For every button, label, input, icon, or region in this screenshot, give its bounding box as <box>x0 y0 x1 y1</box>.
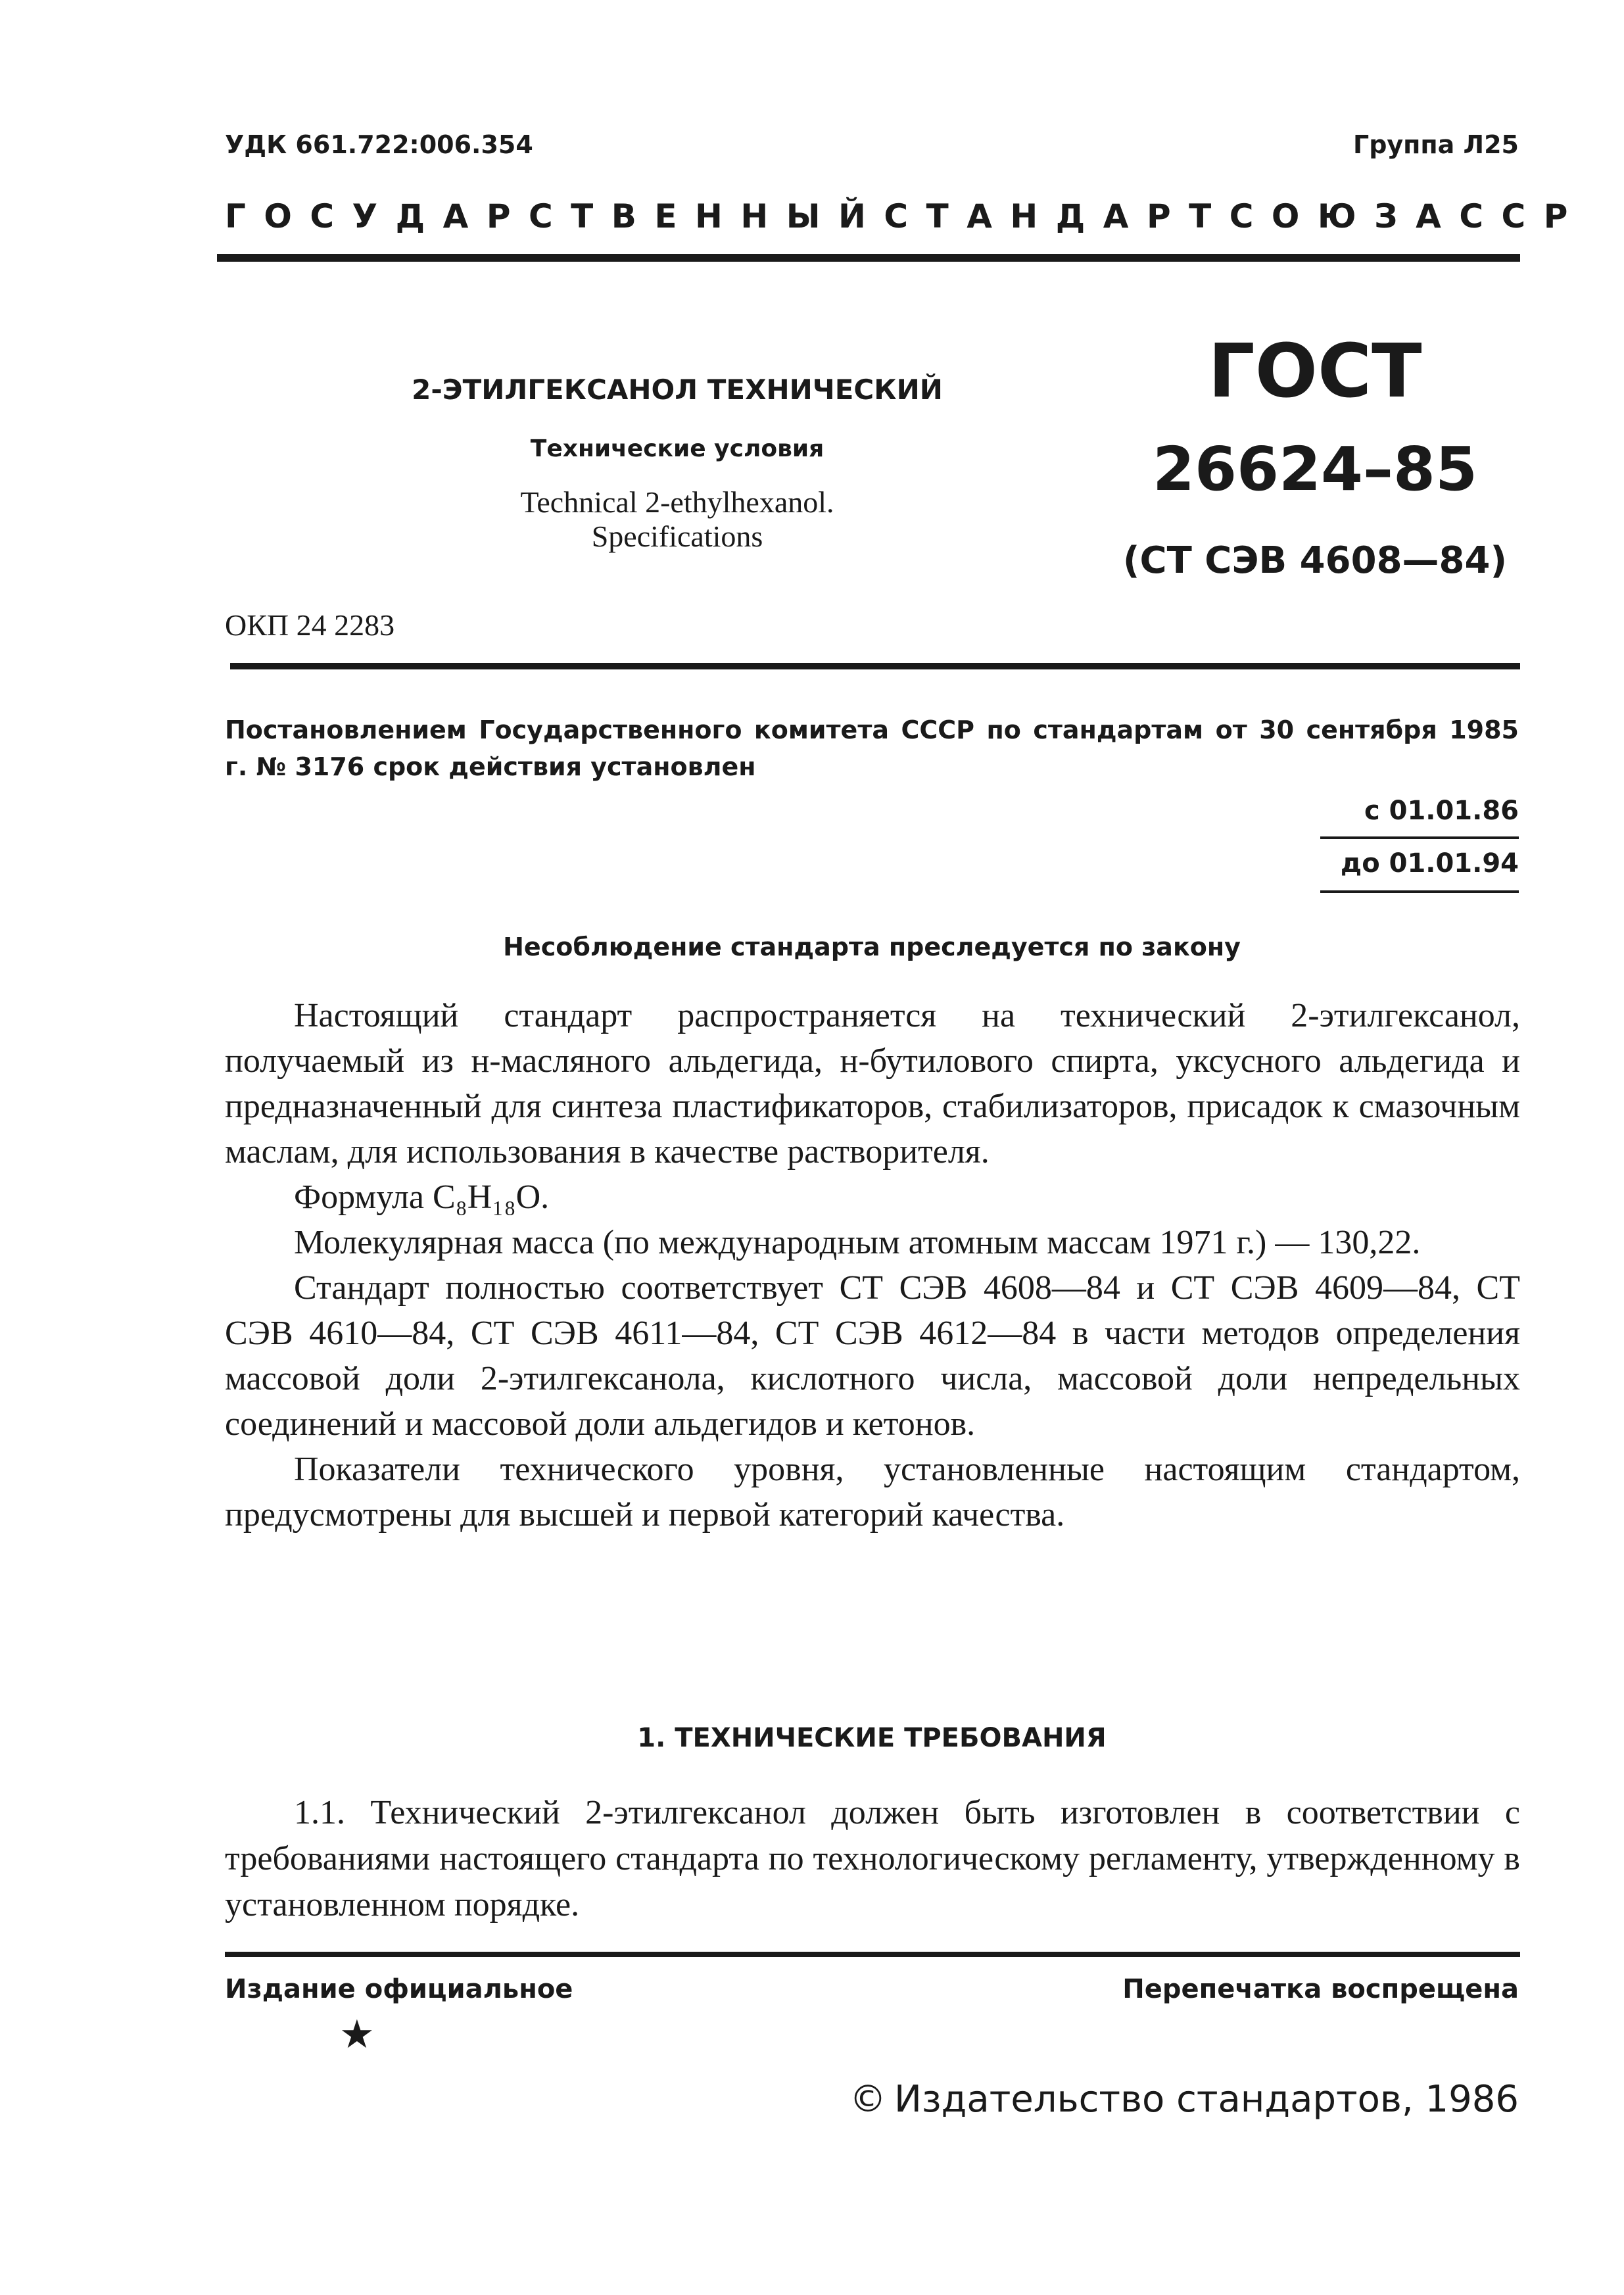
group-code: Группа Л25 <box>1352 130 1519 159</box>
copyright-icon: © <box>849 2078 887 2121</box>
reprint-prohibited-label: Перепечатка воспрещена <box>1122 1974 1519 2004</box>
gost-label: ГОСТ <box>1208 329 1422 414</box>
star-icon: ★ <box>339 2013 375 2056</box>
state-standard-heading <box>225 197 1586 235</box>
okp-code: ОКП 24 2283 <box>225 608 395 642</box>
valid-to-date: до 01.01.94 <box>1340 848 1519 879</box>
publisher-name: Издательство стандартов, 1986 <box>894 2078 1519 2121</box>
valid-from-date: с 01.01.86 <box>1364 796 1519 826</box>
subtitle: Технические условия <box>530 435 824 462</box>
quality-paragraph: Показатели технического уровня, установленные настоящим стандартом, предусмотрены для высшей и первой категорий качества. <box>225 1451 1520 1534</box>
state-title-word-1: СТАНДАРТ <box>884 197 1230 235</box>
state-title-word-3: ССР <box>1459 197 1586 235</box>
title-divider <box>230 663 1520 669</box>
decree-text: Постановлением Государственного комитета СССР по стандартам от 30 сентября 1985 г. № 3176 срок действия установлен <box>225 715 1519 781</box>
body-text <box>225 993 1520 1537</box>
date-underline <box>1320 890 1519 893</box>
legal-warning: Несоблюдение стандарта преследуется по закону <box>503 932 1241 961</box>
section-heading: 1. ТЕХНИЧЕСКИЕ ТРЕБОВАНИЯ <box>637 1723 1107 1753</box>
product-title: 2-ЭТИЛГЕКСАНОЛ ТЕХНИЧЕСКИЙ <box>412 374 943 406</box>
english-title <box>283 485 1072 554</box>
molecular-mass-paragraph: Молекулярная масса (по международным атомным массам 1971 г.) — 130,22. <box>294 1224 1421 1261</box>
cmea-reference: (СТ СЭВ 4608—84) <box>1122 539 1508 582</box>
clause-text <box>225 1790 1520 1928</box>
formula-paragraph: Формула C₈H₁₈O. <box>294 1178 550 1216</box>
udk-code: УДК 661.722:006.354 <box>225 130 533 159</box>
gost-number: 26624–85 <box>1152 434 1478 504</box>
date-divider <box>1320 836 1519 839</box>
state-title-word-2: СОЮЗА <box>1229 197 1460 235</box>
clause-1-1: 1.1. Технический 2-этилгексанол должен быть изготовлен в соответствии с требованиями настоящего стандарта по технологическому регламенту, утвержденному в установленном порядке. <box>225 1794 1520 1923</box>
official-edition-label: Издание официальное <box>225 1974 573 2004</box>
compliance-paragraph: Стандарт полностью соответствует СТ СЭВ 4608—84 и СТ СЭВ 4609—84, СТ СЭВ 4610—84, СТ СЭВ 4611—84, СТ СЭВ 4612—84 в части методов определения массовой доли 2-этилгексанола, кислотного числа, массовой доли непредельных соединений и массовой доли альдегидов и кетонов. <box>225 1269 1520 1443</box>
english-title-line2: Specifications <box>591 519 763 553</box>
english-title-line1: Technical 2-ethylhexanol. <box>520 485 834 519</box>
footer-divider <box>225 1952 1520 1957</box>
scope-paragraph: Настоящий стандарт распространяется на технический 2-этилгексанол, получаемый из н-масляного альдегида, н-бутилового спирта, уксусного альдегида и предназначенный для синтеза пластификаторов, стабилизаторов, присадок к смазочным маслам, для использования в качестве растворителя. <box>225 997 1520 1171</box>
state-title-word-0: ГОСУДАРСТВЕННЫЙ <box>225 197 884 235</box>
publisher-line <box>849 2078 1519 2121</box>
header-divider <box>217 254 1520 262</box>
